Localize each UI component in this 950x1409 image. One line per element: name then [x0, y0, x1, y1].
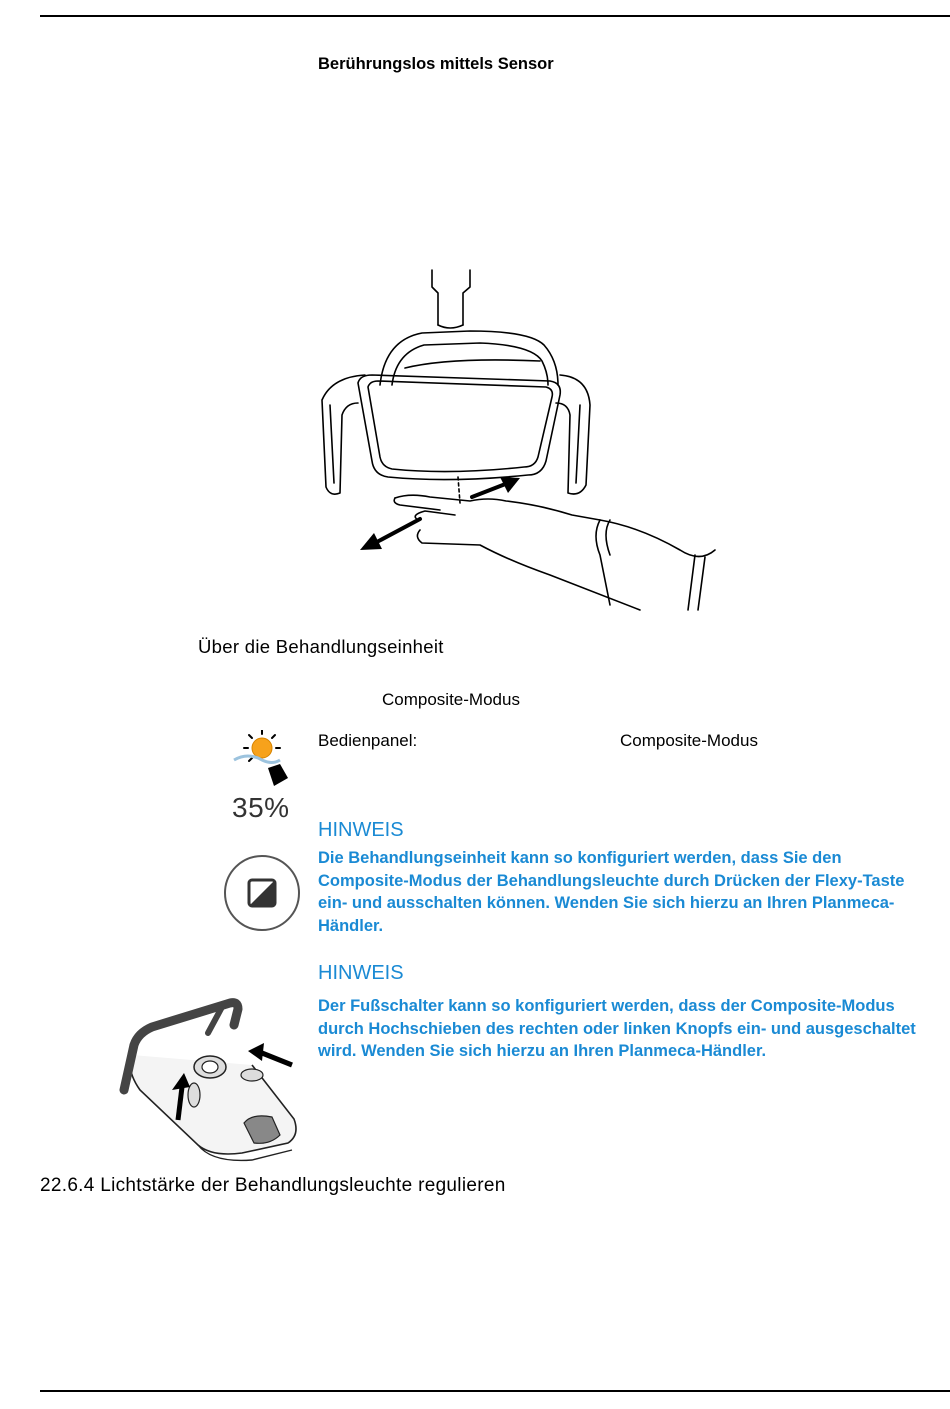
composite-percent-label: 35%	[232, 792, 290, 823]
lamp-sensor-illustration	[310, 265, 720, 615]
section-light-heading: 22.6.4 Lichtstärke der Behandlungsleuchte regulieren	[40, 1175, 506, 1196]
note-1-title: HINWEIS	[318, 819, 404, 841]
composite-mode-sun-icon	[228, 730, 292, 790]
panel-label: Bedienpanel:	[318, 731, 418, 750]
note-1-line: Composite-Modus der Behandlungsleuchte durch Drücken der Flexy-Taste	[318, 871, 905, 890]
top-rule	[40, 15, 950, 17]
note-1-line: ein- und ausschalten können. Wenden Sie sich hierzu an Ihren Planmeca-	[318, 894, 895, 912]
foot-control-illustration	[112, 995, 312, 1165]
note-1-body	[318, 847, 948, 937]
note-2-line: durch Hochschieben des rechten oder linken Knopfs ein- und ausgeschaltet	[318, 1019, 916, 1038]
note-2-title: HINWEIS	[318, 962, 404, 984]
panel-value: Composite-Modus	[620, 731, 758, 750]
note-1-line: Die Behandlungseinheit kann so konfiguriert werden, dass Sie den	[318, 849, 842, 867]
note-1-line: Händler.	[318, 916, 384, 935]
note-2-body	[318, 995, 948, 1063]
flexy-button-icon	[222, 853, 302, 933]
sensor-subheading: Berührungslos mittels Sensor	[318, 55, 554, 73]
note-2-line: wird. Wenden Sie sich hierzu an Ihren Planmeca-Händler.	[318, 1042, 767, 1060]
composite-heading: Composite-Modus	[382, 690, 520, 709]
unit-subheading: Über die Behandlungseinheit	[198, 636, 444, 657]
bottom-rule	[40, 1390, 950, 1392]
note-2-line: Der Fußschalter kann so konfiguriert werden, dass der Composite-Modus	[318, 997, 895, 1015]
